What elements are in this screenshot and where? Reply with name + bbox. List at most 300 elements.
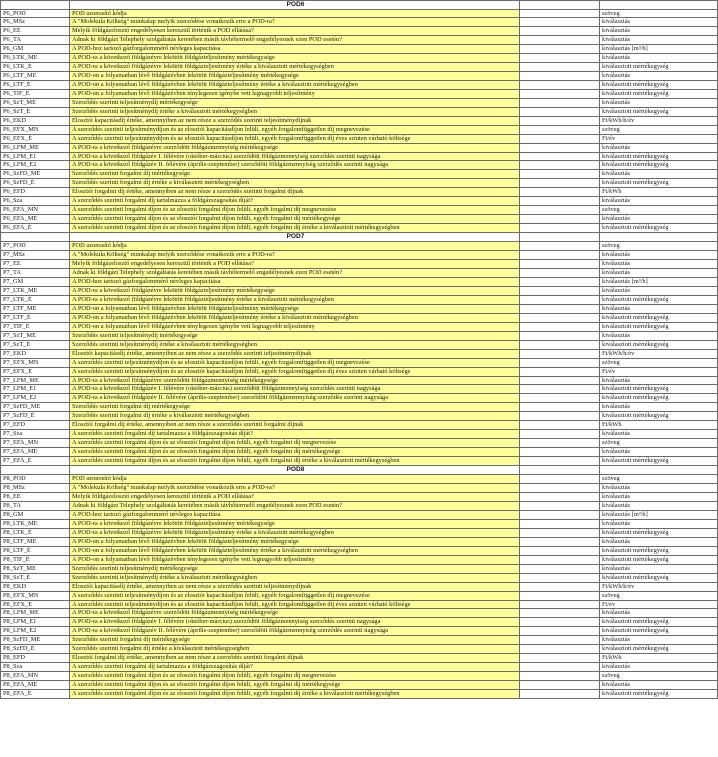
table-row <box>0 565 718 574</box>
field-description: Szerződés szerinti teljesítménydíj értéke a kiválasztott mértékegységben <box>70 574 520 583</box>
field-unit: Ft/év <box>600 368 718 377</box>
value-input-cell[interactable] <box>520 565 600 574</box>
value-input-cell[interactable] <box>520 287 600 296</box>
field-code: P6_SzT_ME <box>0 99 70 108</box>
table-row <box>0 36 718 45</box>
table-row <box>0 215 718 224</box>
value-input-cell[interactable] <box>520 144 600 153</box>
field-code: P7_EFD <box>0 421 70 430</box>
field-unit: kiválasztás <box>600 502 718 511</box>
value-input-cell[interactable] <box>520 36 600 45</box>
value-input-cell[interactable] <box>520 547 600 556</box>
value-input-cell[interactable] <box>520 350 600 359</box>
header-empty-cell <box>0 0 70 10</box>
field-code: P6_EFX_É <box>0 135 70 144</box>
field-description: A POD-hoz tartozó gázforgalommérő névleges kapacitása <box>70 278 520 287</box>
field-description: Elosztói forgalmi díj értéke, amennyiben az nem része a szerződés szerinti forgalmi díjnak <box>70 421 520 430</box>
value-input-cell[interactable] <box>520 27 600 36</box>
table-row <box>0 126 718 135</box>
field-unit: Ft/kWh/h/év <box>600 350 718 359</box>
section-header <box>0 233 718 243</box>
field-description: POD azonosító kódja <box>70 242 520 251</box>
value-input-cell[interactable] <box>520 609 600 618</box>
value-input-cell[interactable] <box>520 636 600 645</box>
field-unit: kiválasztás <box>600 520 718 529</box>
field-code: P8_TA <box>0 502 70 511</box>
field-unit: kiválasztott mértékegység <box>600 618 718 627</box>
table-row <box>0 117 718 126</box>
field-unit: szöveg <box>600 10 718 19</box>
field-code: P7_LFM_É2 <box>0 394 70 403</box>
field-description: A POD-on a folyamatban lévő földgázévben ténylegesen igénybe vett legnagyobb teljesítmény <box>70 90 520 99</box>
field-unit: kiválasztás <box>600 430 718 439</box>
field-unit: kiválasztás <box>600 260 718 269</box>
value-input-cell[interactable] <box>520 278 600 287</box>
value-input-cell[interactable] <box>520 377 600 386</box>
value-input-cell[interactable] <box>520 645 600 654</box>
field-unit: kiválasztás <box>600 287 718 296</box>
field-unit: kiválasztott mértékegység <box>600 108 718 117</box>
value-input-cell[interactable] <box>520 430 600 439</box>
field-description: A POD-ra a következő földgázév II. félévére (április-szeptember) szerződött földgázmennyiség szerződés szerinti nagysága <box>70 394 520 403</box>
value-input-cell[interactable] <box>520 72 600 81</box>
value-input-cell[interactable] <box>520 10 600 19</box>
field-code: P6_LTF_É <box>0 81 70 90</box>
header-empty-cell <box>600 233 718 243</box>
field-code: P6_MSz <box>0 18 70 27</box>
value-input-cell[interactable] <box>520 296 600 305</box>
field-code: P8_LTK_É <box>0 529 70 538</box>
table-row <box>0 430 718 439</box>
field-code: P6_TA <box>0 36 70 45</box>
field-unit: kiválasztott mértékegység <box>600 323 718 332</box>
value-input-cell[interactable] <box>520 403 600 412</box>
value-input-cell[interactable] <box>520 529 600 538</box>
field-code: P7_LTK_ME <box>0 287 70 296</box>
table-row <box>0 108 718 117</box>
field-description: A szerződés szerinti forgalmi díjon és az elosztói forgalmi díjon felüli, egyéb forgalmi díj megnevezése <box>70 672 520 681</box>
field-unit: kiválasztott mértékegység <box>600 90 718 99</box>
field-code: P7_EFA_ME <box>0 448 70 457</box>
field-code: P8_EFA_MN <box>0 672 70 681</box>
field-unit: szöveg <box>600 475 718 484</box>
field-code: P8_EE <box>0 493 70 502</box>
field-unit: szöveg <box>600 672 718 681</box>
value-input-cell[interactable] <box>520 618 600 627</box>
table-row <box>0 305 718 314</box>
field-code: P8_LTK_ME <box>0 520 70 529</box>
field-unit: kiválasztás <box>600 636 718 645</box>
table-row <box>0 412 718 421</box>
value-input-cell[interactable] <box>520 117 600 126</box>
field-unit: kiválasztott mértékegység <box>600 412 718 421</box>
table-row <box>0 90 718 99</box>
value-input-cell[interactable] <box>520 672 600 681</box>
field-code: P7_LFM_É1 <box>0 385 70 394</box>
field-description: A szerződés szerinti forgalmi díjon és az elosztói forgalmi díjon felüli, egyéb forgalmi díj mértékegysége <box>70 681 520 690</box>
field-unit: kiválasztás <box>600 99 718 108</box>
value-input-cell[interactable] <box>520 170 600 179</box>
field-description: A POD-ra a következő földgázév I. félévére (október-március) szerződött földgázmennyiség szerződés szerinti nagysága <box>70 618 520 627</box>
table-row <box>0 170 718 179</box>
field-unit: kiválasztás <box>600 332 718 341</box>
value-input-cell[interactable] <box>520 583 600 592</box>
field-unit: kiválasztott mértékegység <box>600 547 718 556</box>
header-empty-cell <box>520 0 600 10</box>
table-row <box>0 10 718 19</box>
value-input-cell[interactable] <box>520 305 600 314</box>
value-input-cell[interactable] <box>520 81 600 90</box>
table-row <box>0 278 718 287</box>
table-row <box>0 260 718 269</box>
field-unit: kiválasztás <box>600 377 718 386</box>
table-row <box>0 403 718 412</box>
table-row <box>0 188 718 197</box>
value-input-cell[interactable] <box>520 574 600 583</box>
table-row <box>0 197 718 206</box>
table-row <box>0 153 718 162</box>
table-row <box>0 601 718 610</box>
field-code: P7_SzT_ME <box>0 332 70 341</box>
field-description: A POD-ra a következő földgázévre lekötött földgázteljesítmény értéke a kiválasztott mértékegységben <box>70 296 520 305</box>
field-unit: kiválasztott mértékegység <box>600 385 718 394</box>
field-code: P6_EFA_MN <box>0 206 70 215</box>
field-description: A szerződés szerinti forgalmi díj tartalmazza a földgázszagosítás díját? <box>70 197 520 206</box>
value-input-cell[interactable] <box>520 197 600 206</box>
field-code: P8_LTF_É <box>0 547 70 556</box>
table-row <box>0 663 718 672</box>
table-row <box>0 681 718 690</box>
value-input-cell[interactable] <box>520 332 600 341</box>
field-code: P7_EFX_É <box>0 368 70 377</box>
table-row <box>0 583 718 592</box>
table-row <box>0 511 718 520</box>
field-code: P7_Sza <box>0 430 70 439</box>
field-unit: kiválasztás <box>600 538 718 547</box>
field-unit: kiválasztás [m³/h] <box>600 278 718 287</box>
value-input-cell[interactable] <box>520 251 600 260</box>
table-row <box>0 350 718 359</box>
value-input-cell[interactable] <box>520 359 600 368</box>
value-input-cell[interactable] <box>520 484 600 493</box>
table-row <box>0 341 718 350</box>
field-code: P7_GM <box>0 278 70 287</box>
field-code: P6_LTK_ME <box>0 54 70 63</box>
field-unit: kiválasztott mértékegység <box>600 314 718 323</box>
field-code: P8_EFA_É <box>0 690 70 699</box>
table-row <box>0 81 718 90</box>
value-input-cell[interactable] <box>520 341 600 350</box>
header-empty-cell <box>520 233 600 243</box>
field-code: P7_LTF_ME <box>0 305 70 314</box>
field-code: P7_EFX_MN <box>0 359 70 368</box>
value-input-cell[interactable] <box>520 511 600 520</box>
table-row <box>0 609 718 618</box>
field-unit: kiválasztás <box>600 54 718 63</box>
value-input-cell[interactable] <box>520 681 600 690</box>
field-code: P6_LFM_É1 <box>0 153 70 162</box>
field-code: P7_LFM_ME <box>0 377 70 386</box>
table-row <box>0 224 718 233</box>
field-description: Elosztói kapacitásdíj értéke, amennyiben az nem része a szerződés szerinti teljesítménydíjnak <box>70 350 520 359</box>
value-input-cell[interactable] <box>520 520 600 529</box>
field-description: A szerződés szerinti forgalmi díj tartalmazza a földgázszagosítás díját? <box>70 430 520 439</box>
table-row <box>0 654 718 663</box>
field-description: Szerződés szerinti forgalmi díj értéke a kiválasztott mértékegységben <box>70 179 520 188</box>
field-code: P6_TIF_É <box>0 90 70 99</box>
field-unit: kiválasztás <box>600 144 718 153</box>
field-code: P8_LFM_É1 <box>0 618 70 627</box>
field-code: P6_GM <box>0 45 70 54</box>
table-row <box>0 457 718 466</box>
table-row <box>0 314 718 323</box>
table-row <box>0 385 718 394</box>
field-description: A szerződés szerinti teljesítménydíjon és az elosztói kapacitásdíjon felüli, egyéb forgalomfüggetlen díj éves szinten várható költsége <box>70 601 520 610</box>
value-input-cell[interactable] <box>520 188 600 197</box>
field-unit: kiválasztás <box>600 36 718 45</box>
field-code: P7_TIF_É <box>0 323 70 332</box>
field-description: A POD-ra a következő földgázév II. félévére (április-szeptember) szerződött földgázmennyiség szerződés szerinti nagysága <box>70 627 520 636</box>
field-description: Szerződés szerinti forgalmi díj mértékegysége <box>70 170 520 179</box>
value-input-cell[interactable] <box>520 206 600 215</box>
table-row <box>0 627 718 636</box>
field-unit: Ft/kWh <box>600 188 718 197</box>
value-input-cell[interactable] <box>520 627 600 636</box>
value-input-cell[interactable] <box>520 601 600 610</box>
table-row <box>0 448 718 457</box>
value-input-cell[interactable] <box>520 179 600 188</box>
value-input-cell[interactable] <box>520 242 600 251</box>
value-input-cell[interactable] <box>520 90 600 99</box>
header-empty-cell <box>0 466 70 476</box>
field-unit: kiválasztás <box>600 484 718 493</box>
table-row <box>0 179 718 188</box>
field-description: A szerződés szerinti forgalmi díj tartalmazza a földgázszagosítás díját? <box>70 663 520 672</box>
value-input-cell[interactable] <box>520 18 600 27</box>
field-code: P7_SzFD_ME <box>0 403 70 412</box>
table-row <box>0 63 718 72</box>
table-row <box>0 672 718 681</box>
field-unit: kiválasztás <box>600 18 718 27</box>
value-input-cell[interactable] <box>520 654 600 663</box>
field-unit: szöveg <box>600 359 718 368</box>
field-code: P6_SzFD_ME <box>0 170 70 179</box>
field-code: P6_SzT_É <box>0 108 70 117</box>
value-input-cell[interactable] <box>520 439 600 448</box>
table-row <box>0 359 718 368</box>
field-code: P8_EFA_ME <box>0 681 70 690</box>
table-row <box>0 296 718 305</box>
value-input-cell[interactable] <box>520 538 600 547</box>
field-unit: kiválasztás <box>600 170 718 179</box>
field-description: A POD-ra a következő földgázév I. félévére (október-március) szerződött földgázmennyiség szerződés szerinti nagysága <box>70 153 520 162</box>
value-input-cell[interactable] <box>520 63 600 72</box>
field-unit: szöveg <box>600 439 718 448</box>
field-code: P8_SzFD_ME <box>0 636 70 645</box>
field-code: P8_GM <box>0 511 70 520</box>
table-row <box>0 636 718 645</box>
field-code: P6_EE <box>0 27 70 36</box>
field-unit: kiválasztott mértékegység <box>600 574 718 583</box>
field-unit: kiválasztott mértékegység <box>600 529 718 538</box>
field-description: A POD-ra a következő földgázévre lekötött földgázteljesítmény mértékegysége <box>70 287 520 296</box>
field-code: P7_EKD <box>0 350 70 359</box>
value-input-cell[interactable] <box>520 368 600 377</box>
table-row <box>0 394 718 403</box>
field-code: P7_SzT_É <box>0 341 70 350</box>
value-input-cell[interactable] <box>520 260 600 269</box>
value-input-cell[interactable] <box>520 592 600 601</box>
field-description: A "Molekula Költség" munkalap melyik szerződése vonatkozik erre a POD-ra? <box>70 251 520 260</box>
table-row <box>0 161 718 170</box>
header-empty-cell <box>520 466 600 476</box>
field-description: Szerződés szerinti teljesítménydíj értéke a kiválasztott mértékegységben <box>70 341 520 350</box>
field-code: P7_EE <box>0 260 70 269</box>
table-row <box>0 556 718 565</box>
field-unit: kiválasztott mértékegység <box>600 224 718 233</box>
value-input-cell[interactable] <box>520 54 600 63</box>
field-code: P8_EFX_MN <box>0 592 70 601</box>
field-unit: kiválasztott mértékegység <box>600 63 718 72</box>
value-input-cell[interactable] <box>520 323 600 332</box>
field-description: Szerződés szerinti forgalmi díj mértékegysége <box>70 636 520 645</box>
field-description: Szerződés szerinti forgalmi díj értéke a kiválasztott mértékegységben <box>70 412 520 421</box>
field-description: A POD-ra a következő földgázév I. félévére (október-március) szerződött földgázmennyiség szerződés szerinti nagysága <box>70 385 520 394</box>
field-unit: kiválasztás <box>600 197 718 206</box>
field-description: Elosztói forgalmi díj értéke, amennyiben az nem része a szerződés szerinti forgalmi díjnak <box>70 654 520 663</box>
table-row <box>0 502 718 511</box>
value-input-cell[interactable] <box>520 224 600 233</box>
section-header <box>0 466 718 476</box>
field-description: Melyik földgázelosztó engedélyesen keresztül történik a POD ellátása? <box>70 260 520 269</box>
field-unit: kiválasztott mértékegység <box>600 394 718 403</box>
field-description: A szerződés szerinti teljesítménydíjon és az elosztói kapacitásdíjon felüli, egyéb forgalomfüggetlen díj megnevezése <box>70 592 520 601</box>
field-description: A POD-ra a következő földgázévre szerződött földgázmennyiség mértékegysége <box>70 609 520 618</box>
field-unit: kiválasztás <box>600 251 718 260</box>
field-description: A POD-on a folyamatban lévő földgázévben ténylegesen igénybe vett legnagyobb teljesítmény <box>70 323 520 332</box>
field-unit: kiválasztott mértékegység <box>600 81 718 90</box>
field-unit: kiválasztás <box>600 403 718 412</box>
value-input-cell[interactable] <box>520 153 600 162</box>
value-input-cell[interactable] <box>520 475 600 484</box>
table-row <box>0 18 718 27</box>
field-code: P7_POD <box>0 242 70 251</box>
value-input-cell[interactable] <box>520 45 600 54</box>
value-input-cell[interactable] <box>520 161 600 170</box>
value-input-cell[interactable] <box>520 314 600 323</box>
value-input-cell[interactable] <box>520 421 600 430</box>
table-row <box>0 27 718 36</box>
field-description: A szerződés szerinti forgalmi díjon és az elosztói forgalmi díjon felüli, egyéb forgalmi díj értéke a kiválasztott mértékegységben <box>70 224 520 233</box>
field-unit: kiválasztott mértékegység <box>600 179 718 188</box>
value-input-cell[interactable] <box>520 457 600 466</box>
field-code: P6_EFA_É <box>0 224 70 233</box>
field-code: P8_POD <box>0 475 70 484</box>
table-row <box>0 520 718 529</box>
value-input-cell[interactable] <box>520 690 600 699</box>
table-row <box>0 421 718 430</box>
value-input-cell[interactable] <box>520 215 600 224</box>
field-unit: kiválasztott mértékegység <box>600 296 718 305</box>
value-input-cell[interactable] <box>520 135 600 144</box>
header-empty-cell <box>600 466 718 476</box>
value-input-cell[interactable] <box>520 502 600 511</box>
table-row <box>0 529 718 538</box>
header-empty-cell <box>600 0 718 10</box>
field-description: A POD-on a folyamatban lévő földgázévben lekötött földgázteljesítmény mértékegysége <box>70 305 520 314</box>
field-code: P8_EFD <box>0 654 70 663</box>
table-row <box>0 618 718 627</box>
section-title: POD6 <box>70 0 520 10</box>
table-row <box>0 72 718 81</box>
field-description: A szerződés szerinti teljesítménydíjon és az elosztói kapacitásdíjon felüli, egyéb forgalomfüggetlen díj éves szinten várható költsége <box>70 135 520 144</box>
field-code: P8_LTF_ME <box>0 538 70 547</box>
table-row <box>0 206 718 215</box>
value-input-cell[interactable] <box>520 663 600 672</box>
field-description: A szerződés szerinti forgalmi díjon és az elosztói forgalmi díjon felüli, egyéb forgalmi díj értéke a kiválasztott mértékegységben <box>70 457 520 466</box>
field-description: Adnak ki földgázt Telephely szolgáltatás keretében másik távhőtermelő engedélyesnek ezen POD esetén? <box>70 36 520 45</box>
field-description: A szerződés szerinti forgalmi díjon és az elosztói forgalmi díjon felüli, egyéb forgalmi díj mértékegysége <box>70 215 520 224</box>
value-input-cell[interactable] <box>520 448 600 457</box>
table-row <box>0 251 718 260</box>
value-input-cell[interactable] <box>520 394 600 403</box>
field-unit: kiválasztás <box>600 493 718 502</box>
field-code: P7_EFA_É <box>0 457 70 466</box>
value-input-cell[interactable] <box>520 385 600 394</box>
field-code: P6_SzFD_É <box>0 179 70 188</box>
section-header <box>0 0 718 10</box>
field-unit: szöveg <box>600 242 718 251</box>
value-input-cell[interactable] <box>520 108 600 117</box>
field-code: P6_Sza <box>0 197 70 206</box>
value-input-cell[interactable] <box>520 412 600 421</box>
field-unit: kiválasztott mértékegység <box>600 627 718 636</box>
table-row <box>0 538 718 547</box>
table-row <box>0 287 718 296</box>
section-title: POD7 <box>70 233 520 243</box>
field-code: P7_LTF_É <box>0 314 70 323</box>
value-input-cell[interactable] <box>520 556 600 565</box>
field-code: P7_SzFD_É <box>0 412 70 421</box>
table-row <box>0 242 718 251</box>
field-code: P6_EFX_MN <box>0 126 70 135</box>
field-description: A szerződés szerinti teljesítménydíjon és az elosztói kapacitásdíjon felüli, egyéb forgalomfüggetlen díj megnevezése <box>70 126 520 135</box>
field-unit: kiválasztás <box>600 269 718 278</box>
field-description: A POD-hoz tartozó gázforgalommérő névleges kapacitása <box>70 511 520 520</box>
field-unit: Ft/kWh/h/év <box>600 117 718 126</box>
table-row <box>0 54 718 63</box>
field-code: P7_EFA_MN <box>0 439 70 448</box>
field-description: A szerződés szerinti forgalmi díjon és az elosztói forgalmi díjon felüli, egyéb forgalmi díj megnevezése <box>70 206 520 215</box>
field-code: P7_MSz <box>0 251 70 260</box>
value-input-cell[interactable] <box>520 126 600 135</box>
field-description: A POD-ra a következő földgázévre lekötött földgázteljesítmény értéke a kiválasztott mértékegységben <box>70 529 520 538</box>
field-description: A szerződés szerinti forgalmi díjon és az elosztói forgalmi díjon felüli, egyéb forgalmi díj értéke a kiválasztott mértékegységben <box>70 690 520 699</box>
table-row <box>0 475 718 484</box>
value-input-cell[interactable] <box>520 99 600 108</box>
field-description: Szerződés szerinti teljesítménydíj mértékegysége <box>70 565 520 574</box>
field-unit: kiválasztott mértékegység <box>600 161 718 170</box>
field-unit: kiválasztás <box>600 681 718 690</box>
field-unit: kiválasztás <box>600 663 718 672</box>
table-row <box>0 493 718 502</box>
field-unit: kiválasztás [m³/h] <box>600 45 718 54</box>
value-input-cell[interactable] <box>520 493 600 502</box>
field-description: A POD-hoz tartozó gázforgalommérő névleges kapacitása <box>70 45 520 54</box>
value-input-cell[interactable] <box>520 269 600 278</box>
field-unit: kiválasztott mértékegység <box>600 690 718 699</box>
field-unit: Ft/év <box>600 135 718 144</box>
